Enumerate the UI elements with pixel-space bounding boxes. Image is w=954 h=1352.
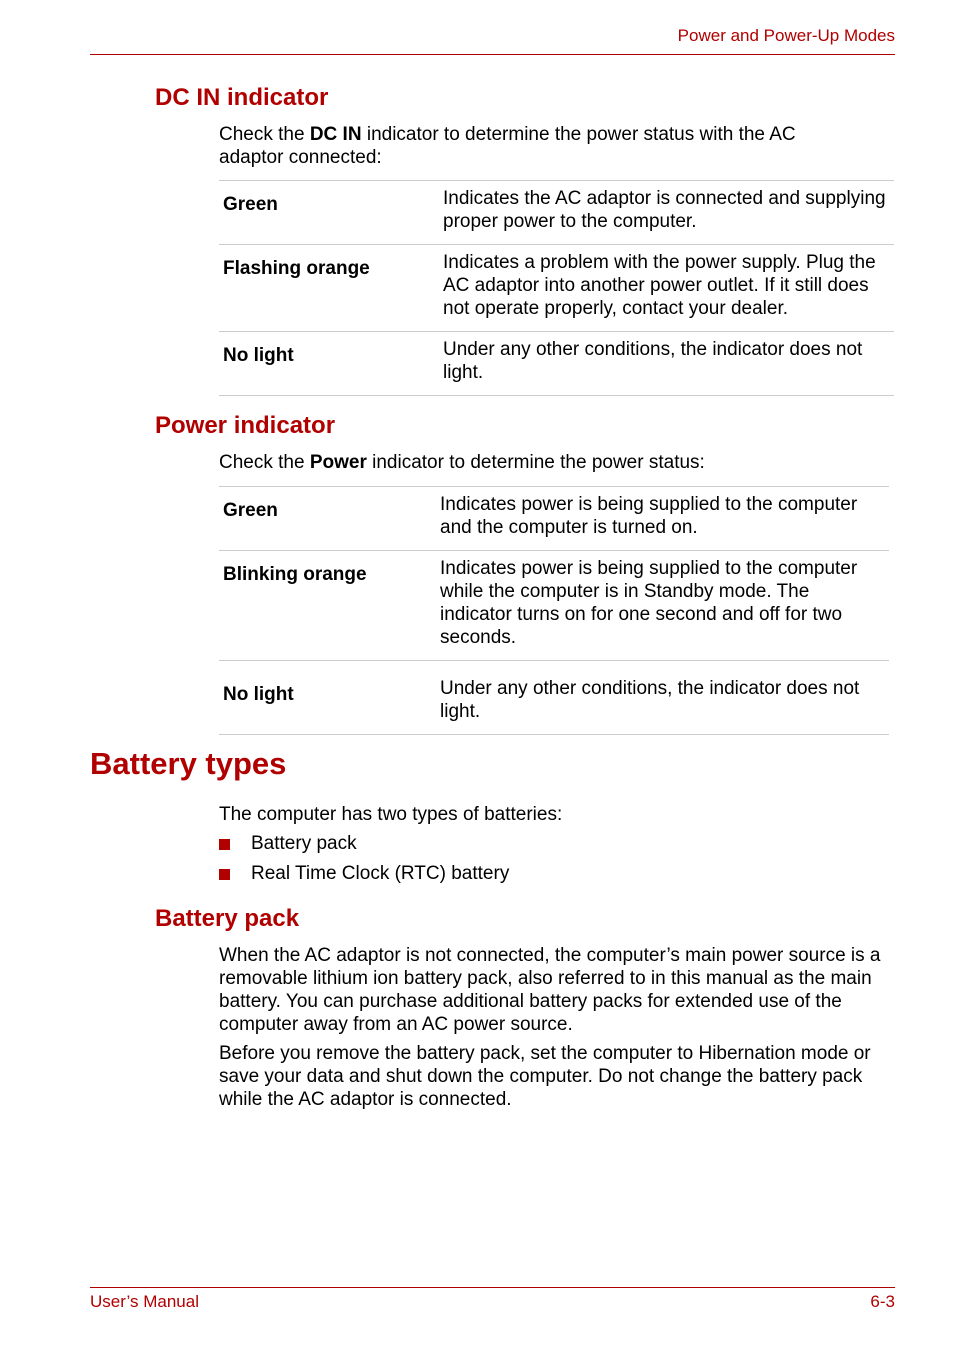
term-cell: No light — [219, 661, 436, 735]
battery-types-intro: The computer has two types of batteries: — [219, 804, 563, 825]
battery-types-heading: Battery types — [90, 746, 287, 781]
list-item-text: Battery pack — [251, 833, 357, 854]
list-item-text: Real Time Clock (RTC) battery — [251, 863, 510, 884]
bullet-square-icon — [219, 869, 230, 880]
list-item — [219, 859, 509, 889]
term-cell: Blinking orange — [219, 551, 436, 661]
header-rule — [90, 54, 895, 55]
power-table — [219, 486, 889, 735]
battery-types-list — [219, 829, 509, 889]
running-header: Power and Power-Up Modes — [677, 26, 895, 45]
description-cell: Indicates power is being supplied to the computer and the computer is turned on. — [436, 487, 889, 551]
term-cell: Flashing orange — [219, 245, 439, 332]
bullet-square-icon — [219, 839, 230, 850]
battery-pack-para-1: When the AC adaptor is not connected, the computer’s main power source is a removable lithium ion battery pack, also referred to in this manual as the main battery. You can purchase additional battery packs for extended use of the computer away from an AC power source. — [219, 945, 881, 1035]
dc-in-intro: Check the DC IN indicator to determine the power status with the AC adaptor connected: — [219, 124, 796, 168]
table-row — [219, 181, 894, 245]
table-row — [219, 245, 894, 332]
footer-manual-title: User’s Manual — [90, 1292, 199, 1311]
footer-rule — [90, 1287, 895, 1288]
page-number: 6-3 — [870, 1292, 895, 1311]
list-item — [219, 829, 509, 859]
description-cell: Indicates a problem with the power supply. Plug the AC adaptor into another power outlet. If it still does not operate properly, contact your dealer. — [439, 245, 894, 332]
term-cell: Green — [219, 487, 436, 551]
description-cell: Indicates power is being supplied to the computer while the computer is in Standby mode. The indicator turns on for one second and off for two seconds. — [436, 551, 889, 661]
table-row — [219, 487, 889, 551]
battery-pack-para-2: Before you remove the battery pack, set the computer to Hibernation mode or save your data and shut down the computer. Do not change the battery pack while the AC adaptor is connected. — [219, 1043, 871, 1110]
term-cell: Green — [219, 181, 439, 245]
dc-in-heading: DC IN indicator — [155, 84, 329, 111]
term-cell: No light — [219, 332, 439, 396]
description-cell: Indicates the AC adaptor is connected and supplying proper power to the computer. — [439, 181, 894, 245]
description-cell: Under any other conditions, the indicator does not light. — [436, 661, 889, 735]
power-intro: Check the Power indicator to determine the power status: — [219, 452, 705, 473]
table-row — [219, 551, 889, 661]
table-row — [219, 332, 894, 396]
power-heading: Power indicator — [155, 412, 336, 439]
dc-in-table — [219, 180, 894, 396]
battery-pack-heading: Battery pack — [155, 905, 300, 932]
description-cell: Under any other conditions, the indicator does not light. — [439, 332, 894, 396]
table-row — [219, 661, 889, 735]
